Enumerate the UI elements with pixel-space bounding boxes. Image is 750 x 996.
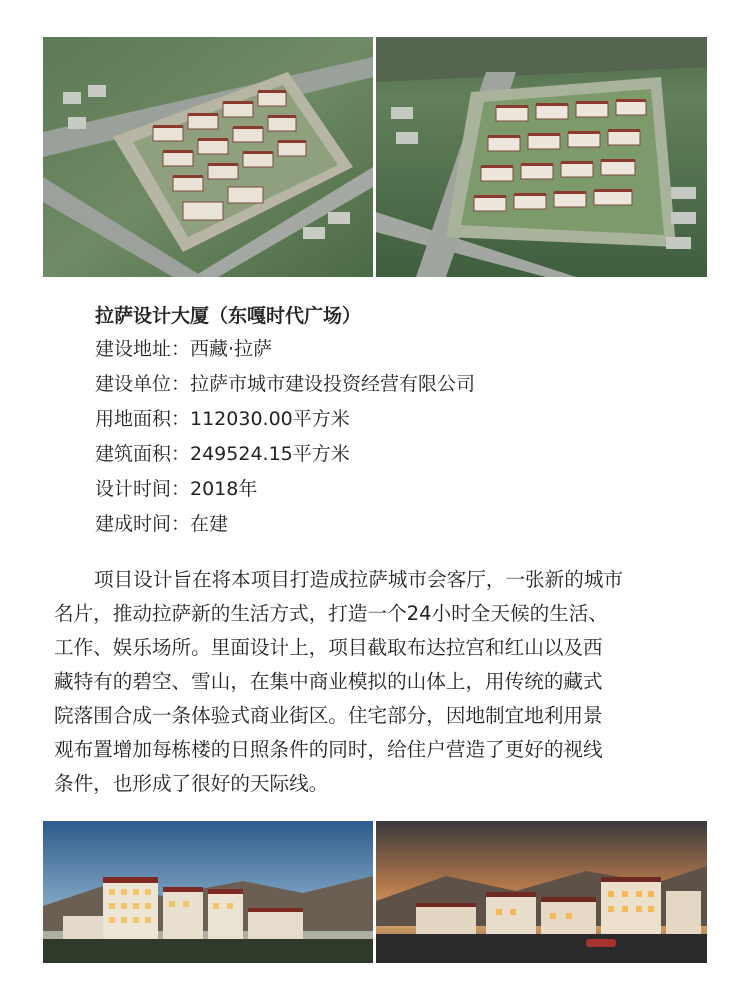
street-rendering-left	[43, 821, 373, 963]
description-line: 名片，推动拉萨新的生活方式，打造一个24小时全天候的生活、	[54, 602, 608, 625]
street-rendering-right	[376, 821, 707, 963]
description-line: 工作、娱乐场所。里面设计上，项目截取布达拉宫和红山以及西	[54, 636, 603, 659]
description-line: 条件，也形成了很好的天际线。	[54, 772, 329, 795]
description-line: 院落围合成一条体验式商业街区。住宅部分，因地制宜地利用景	[54, 704, 603, 727]
aerial-rendering-right	[376, 37, 707, 277]
description-line: 项目设计旨在将本项目打造成拉萨城市会客厅，一张新的城市	[94, 568, 624, 591]
field-developer: 建设单位：拉萨市城市建设投资经营有限公司	[95, 373, 476, 395]
field-address: 建设地址：西藏·拉萨	[95, 338, 273, 360]
description-line: 藏特有的碧空、雪山，在集中商业模拟的山体上，用传统的藏式	[54, 670, 603, 693]
field-building-area: 建筑面积：249524.15平方米	[95, 443, 350, 465]
field-land-area: 用地面积：112030.00平方米	[95, 408, 350, 430]
project-description	[54, 563, 704, 801]
project-info	[95, 300, 695, 542]
field-design-time: 设计时间：2018年	[95, 478, 258, 500]
field-completion: 建成时间：在建	[95, 513, 229, 535]
project-title: 拉萨设计大厦（东嘎时代广场）	[95, 305, 362, 327]
aerial-rendering-left	[43, 37, 373, 277]
description-line: 观布置增加每栋楼的日照条件的同时，给住户营造了更好的视线	[54, 738, 603, 761]
